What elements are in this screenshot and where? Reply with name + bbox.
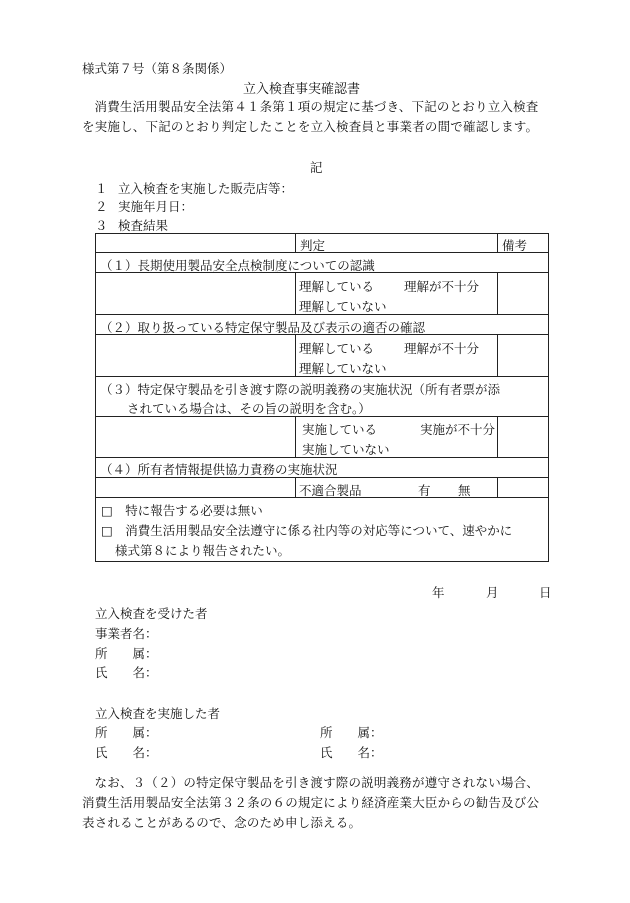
section-1-opt-not-understand: 理解していない (299, 299, 387, 314)
section-1-opt-insufficient: 理解が不十分 (404, 279, 480, 294)
table-border-top (95, 233, 549, 234)
table-col-divider (295, 334, 296, 377)
receiver-company-label: 事業者名： (95, 626, 158, 641)
item-num-3: ３ (95, 218, 108, 233)
section-1-opt-understand: 理解している (299, 279, 375, 294)
item-label-2: 実施年月日： (118, 199, 194, 214)
section-3-opt-not-implemented: 実施していない (302, 442, 390, 457)
table-col-divider (295, 416, 296, 458)
receiver-name-label: 氏 名： (95, 665, 158, 680)
section-1-title: （１）長期使用製品安全点検制度についての認識 (100, 258, 375, 273)
section-2-title: （２）取り扱っている特定保守製品及び表示の適否の確認 (100, 320, 426, 335)
section-3-opt-implemented: 実施している (302, 422, 378, 437)
item-label-3: 検査結果 (118, 218, 169, 233)
section-4-nonconforming: 不適合製品 (299, 483, 362, 498)
table-border-bottom (95, 561, 549, 562)
inspector-dept-label: 所 属： (95, 725, 158, 740)
inspector2-dept-label: 所 属： (320, 725, 383, 740)
item-num-1: １ (95, 181, 108, 196)
section-2-opt-understand: 理解している (299, 341, 375, 356)
receiver-heading: 立入検査を受けた者 (95, 606, 208, 621)
table-col-divider (497, 272, 498, 315)
table-border-right (548, 233, 549, 562)
ki-heading: 記 (310, 160, 323, 175)
section-3-opt-insufficient: 実施が不十分 (420, 422, 496, 437)
section-4-yes: 有 (418, 483, 431, 498)
inspector-heading: 立入検査を実施した者 (95, 706, 221, 721)
section-3-title-line1: （３）特定保守製品を引き渡す際の説明義務の実施状況（所有者票が添 (100, 382, 501, 397)
section-4-title: （４）所有者情報提供協力責務の実施状況 (100, 462, 338, 477)
inspector-name-label: 氏 名： (95, 745, 158, 760)
header-judgement: 判定 (300, 238, 326, 253)
form-number: 様式第７号（第８条関係） (82, 61, 233, 76)
item-label-1: 立入検査を実施した販売店等： (118, 181, 294, 196)
receiver-dept-label: 所 属： (95, 646, 158, 661)
checkbox-report-required-line2: 様式第８により報告されたい。 (115, 543, 291, 558)
section-4-no: 無 (458, 483, 471, 498)
table-col-divider (497, 416, 498, 458)
section-2-opt-not-understand: 理解していない (299, 361, 387, 376)
table-col-divider (295, 233, 296, 253)
section-2-opt-insufficient: 理解が不十分 (404, 341, 480, 356)
table-col-divider (295, 272, 296, 315)
table-col-divider (295, 477, 296, 498)
table-col-divider (497, 233, 498, 253)
checkbox-no-report[interactable]: □ 特に報告する必要は無い (101, 503, 263, 518)
header-remarks: 備考 (502, 238, 528, 253)
date-month: 月 (486, 585, 499, 600)
footer-note: なお、３（２）の特定保守製品を引き渡す際の説明義務が遵守されない場合、消費生活用製品安全法第３２条の６の規定により経済産業大臣からの勧告及び公表されることがあるので、念のため申し添える。 (82, 775, 540, 830)
date-year: 年 (432, 585, 445, 600)
table-col-divider (497, 334, 498, 377)
item-num-2: ２ (95, 199, 108, 214)
date-day: 日 (539, 585, 552, 600)
inspector2-name-label: 氏 名： (320, 745, 383, 760)
table-col-divider (497, 477, 498, 498)
document-title: 立入検査事実確認書 (243, 82, 361, 97)
checkbox-report-required[interactable]: □ 消費生活用製品安全法遵守に係る社内等の対応等について、速やかに (101, 523, 513, 538)
section-3-title-line2: されている場合は、その旨の説明を含む。） (127, 401, 371, 416)
intro-paragraph: 消費生活用製品安全法第４１条第１項の規定に基づき、下記のとおり立入検査を実施し、下記のとおり判定したことを立入検査員と事業者の間で確認します。 (82, 99, 539, 134)
table-border-left (95, 233, 96, 562)
